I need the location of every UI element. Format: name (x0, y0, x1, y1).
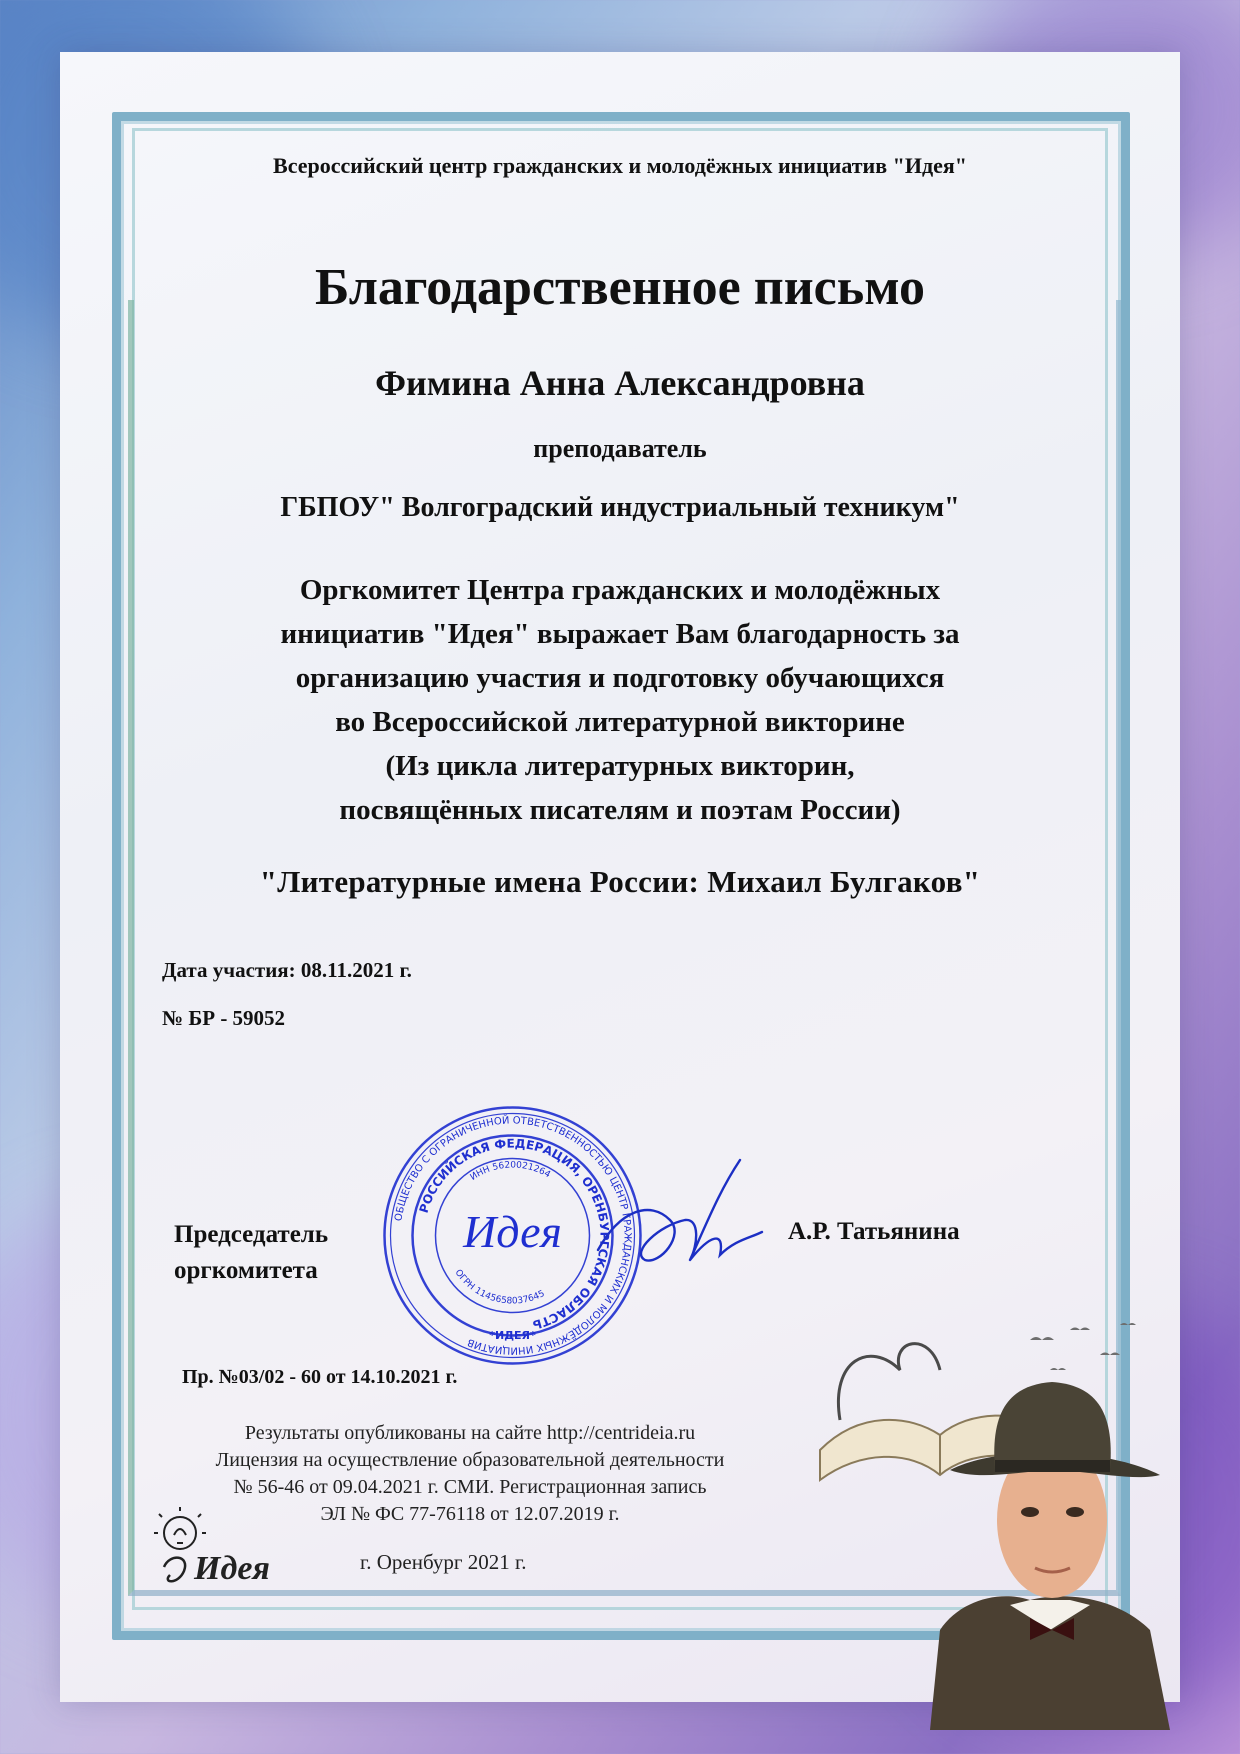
stamp-ogrn-text: ОГРН 1145658037645 (452, 1267, 547, 1307)
portrait-illustration (780, 1300, 1210, 1730)
footer-line: Лицензия на осуществление образовательной деятельности (215, 1449, 725, 1471)
organization-header: Всероссийский центр гражданских и молодёжных инициатив "Идея" (273, 153, 967, 178)
chairman-title (174, 1217, 328, 1289)
recipient-position: преподаватель (533, 434, 707, 463)
document-title: Благодарственное письмо (315, 259, 925, 316)
stamp-outer-ring-text: ОБЩЕСТВО С ОГРАНИЧЕННОЙ ОТВЕТСТВЕННОСТЬЮ ЦЕНТР ГРАЖДАНСКИХ И МОЛОДЁЖНЫХ ИНИЦИАТИВ (393, 1115, 633, 1356)
gratitude-line: во Всероссийской литературной викторине (335, 706, 905, 738)
stamp-center-logo: Идея (463, 1206, 562, 1257)
order-number: Пр. №03/02 - 60 от 14.10.2021 г. (182, 1366, 458, 1388)
chairman-line: оргкомитета (174, 1257, 318, 1284)
gratitude-line: (Из цикла литературных викторин, (385, 750, 855, 782)
idea-logo (150, 1505, 300, 1595)
recipient-institution: ГБПОУ" Волгоградский индустриальный техникум" (280, 492, 960, 523)
birds-icon (1030, 1323, 1136, 1370)
gratitude-line: Оргкомитет Центра гражданских и молодёжных (299, 574, 941, 606)
city-year: г. Оренбург 2021 г. (360, 1550, 527, 1574)
document-number: № БР - 59052 (162, 1006, 286, 1030)
stamp-inn-text: ИНН 5620021264 (468, 1160, 552, 1183)
footer-line: ЭЛ № ФС 77-76118 от 12.07.2019 г. (320, 1503, 620, 1525)
stamp-bottom-text: *ИДЕЯ* (489, 1329, 536, 1342)
gratitude-line: посвящённых писателям и поэтам России) (339, 794, 901, 826)
stamp-inner-ring-text: РОССИЙСКАЯ ФЕДЕРАЦИЯ, ОРЕНБУРГСКАЯ ОБЛАСТЬ (416, 1136, 612, 1333)
footer-line: № 56-46 от 09.04.2021 г. СМИ. Регистрационная запись (233, 1476, 707, 1498)
logo-text: Идея (194, 1550, 270, 1587)
recipient-name: Фимина Анна Александровна (375, 363, 865, 403)
gratitude-line: организацию участия и подготовку обучающихся (295, 662, 945, 694)
event-title: "Литературные имена России: Михаил Булгаков" (259, 864, 981, 899)
gratitude-line: инициатив "Идея" выражает Вам благодарность за (280, 618, 960, 650)
chairman-line: Председатель (174, 1221, 329, 1248)
footer-line: Результаты опубликованы на сайте http://centrideia.ru (244, 1422, 696, 1444)
participation-date: Дата участия: 08.11.2021 г. (162, 958, 412, 982)
handwritten-signature (590, 1140, 770, 1290)
gratitude-text (0, 568, 1240, 832)
signer-name: А.Р. Татьянина (788, 1218, 960, 1245)
